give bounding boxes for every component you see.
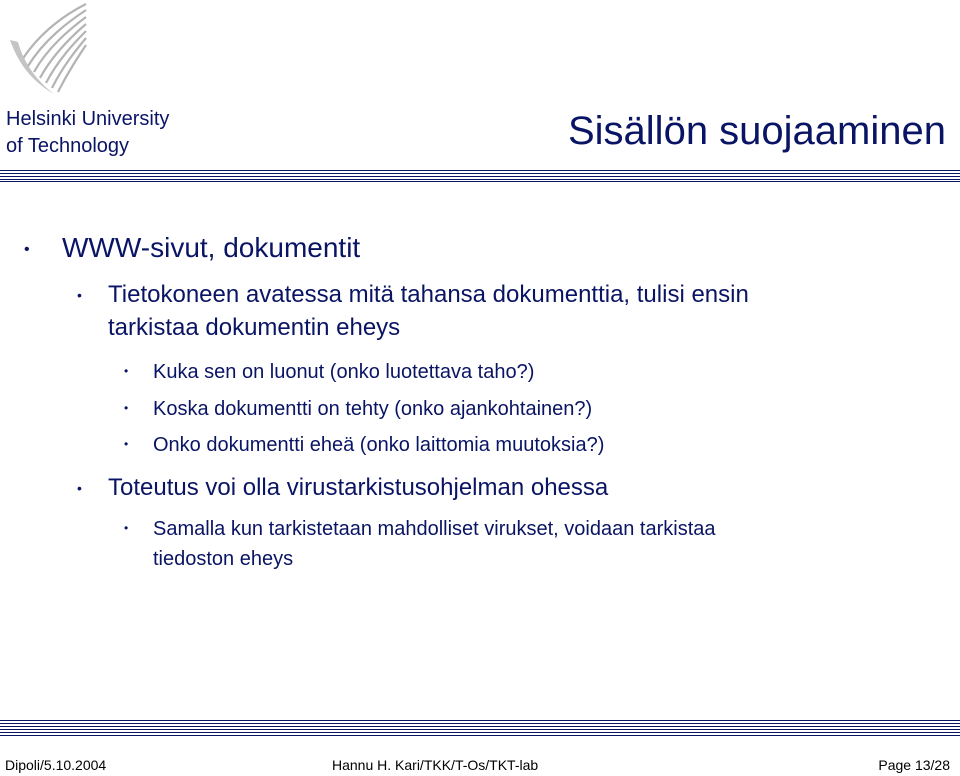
slide-title: Sisällön suojaaminen bbox=[567, 109, 946, 153]
bullet-level2-text: Toteutus voi olla virustarkistusohjelman ohessa bbox=[108, 474, 609, 501]
footer-divider bbox=[0, 729, 960, 730]
bullet-level3-text-cont: tiedoston eheys bbox=[153, 548, 294, 570]
header-divider bbox=[0, 181, 960, 182]
footer-date: Dipoli/5.10.2004 bbox=[5, 757, 107, 773]
bullet-level1-text: WWW-sivut, dokumentit bbox=[62, 232, 361, 263]
bullet-level3-text: Koska dokumentti on tehty (onko ajankohtainen?) bbox=[153, 398, 593, 420]
bullet-icon: • bbox=[77, 480, 82, 496]
header-divider bbox=[0, 176, 960, 177]
header-divider bbox=[0, 173, 960, 174]
footer-divider bbox=[0, 735, 960, 736]
footer-divider bbox=[0, 723, 960, 724]
footer-divider bbox=[0, 720, 960, 721]
bullet-icon: • bbox=[124, 521, 129, 535]
bullet-icon: • bbox=[77, 287, 82, 303]
bullet-level3-text: Samalla kun tarkistetaan mahdolliset virukset, voidaan tarkistaa bbox=[153, 518, 716, 540]
footer-divider bbox=[0, 732, 960, 733]
footer-page-number: Page 13/28 bbox=[878, 757, 950, 773]
bullet-icon: • bbox=[124, 437, 129, 451]
organization-name bbox=[6, 106, 169, 160]
bullet-level3-text: Kuka sen on luonut (onko luotettava taho?) bbox=[153, 361, 535, 383]
bullet-level2-text: Tietokoneen avatessa mitä tahansa dokumenttia, tulisi ensin bbox=[108, 281, 749, 308]
bullet-level2-text-cont: tarkistaa dokumentin eheys bbox=[108, 314, 401, 341]
bullet-icon: • bbox=[124, 401, 129, 415]
footer-divider bbox=[0, 726, 960, 727]
footer-author: Hannu H. Kari/TKK/T-Os/TKT-lab bbox=[332, 757, 539, 773]
bullet-icon: • bbox=[124, 364, 129, 378]
org-line-1: Helsinki University bbox=[6, 108, 170, 130]
header-divider bbox=[0, 170, 960, 171]
bullet-icon: • bbox=[24, 241, 30, 258]
bullet-level3-text: Onko dokumentti eheä (onko laittomia muutoksia?) bbox=[153, 434, 605, 456]
tkk-logo-icon bbox=[8, 2, 88, 97]
header-divider bbox=[0, 179, 960, 180]
org-line-2: of Technology bbox=[6, 135, 130, 157]
